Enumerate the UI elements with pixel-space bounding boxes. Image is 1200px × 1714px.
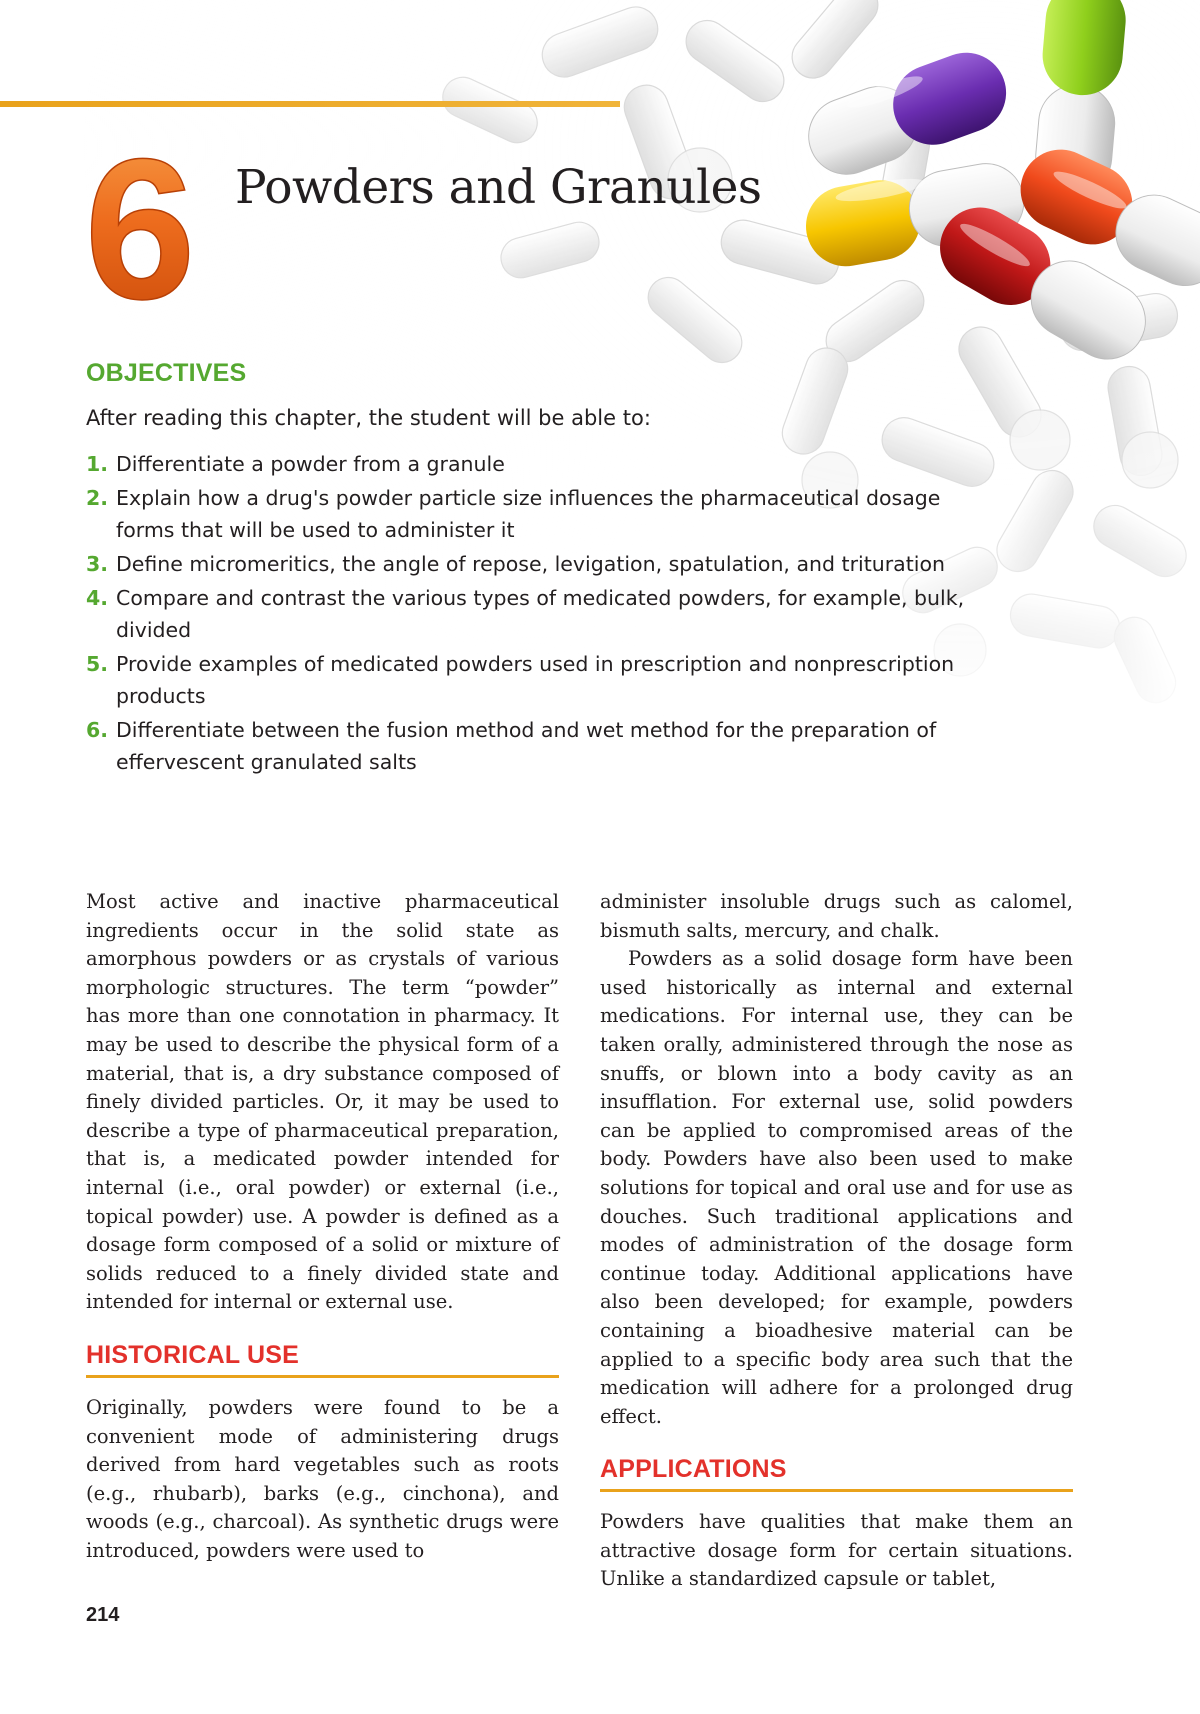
objective-number: 3.: [86, 552, 109, 576]
left-column: [86, 888, 559, 1565]
objective-number: 5.: [86, 652, 109, 676]
applications-paragraph: Powders have qualities that make them an attractive dosage form for certain situations. Unlike a standardized capsule or tablet,: [600, 1510, 1073, 1591]
objective-number: 4.: [86, 586, 109, 610]
objective-text: Differentiate a powder from a granule: [116, 452, 505, 476]
right-column: [600, 888, 1073, 1594]
chapter-number-graphic: [78, 148, 208, 308]
objective-text: Explain how a drug's powder particle size influences the pharmaceutical dosage forms that will be used to administer it: [116, 486, 941, 542]
objective-text: Compare and contrast the various types of medicated powders, for example, bulk, divided: [116, 586, 965, 642]
page-number: 214: [86, 1604, 120, 1626]
objective-number: 2.: [86, 486, 109, 510]
applications-heading: APPLICATIONS: [600, 1455, 1073, 1492]
chapter-title: Powders and Granules: [235, 160, 762, 215]
objective-item: [86, 482, 986, 546]
historical-use-heading: HISTORICAL USE: [86, 1341, 559, 1378]
objective-text: Differentiate between the fusion method and wet method for the preparation of effervescent granulated salts: [116, 718, 937, 774]
objectives-heading: OBJECTIVES: [86, 359, 247, 387]
objective-item: [86, 448, 986, 480]
objective-text: Define micromeritics, the angle of repose, levigation, spatulation, and trituration: [116, 552, 945, 576]
chapter-number: 6: [84, 148, 196, 308]
objective-number: 1.: [86, 452, 109, 476]
objective-item: [86, 548, 986, 580]
objectives-intro: After reading this chapter, the student will be able to:: [86, 406, 651, 430]
header-rule: [0, 101, 620, 107]
objective-item: [86, 648, 986, 712]
objectives-list: [86, 448, 986, 780]
objective-text: Provide examples of medicated powders used in prescription and nonprescription products: [116, 652, 955, 708]
historical-paragraph-continued: administer insoluble drugs such as calomel, bismuth salts, mercury, and chalk.: [600, 890, 1073, 942]
objective-item: [86, 582, 986, 646]
objective-number: 6.: [86, 718, 109, 742]
historical-paragraph: Originally, powders were found to be a convenient mode of administering drugs derived from hard vegetables such as roots (e.g., rhubarb), barks (e.g., cinchona), and woods (e.g., charcoal). As synthetic drugs were introduced, powders were used to: [86, 1395, 559, 1562]
objective-item: [86, 714, 986, 778]
historical-paragraph-2: Powders as a solid dosage form have been used historically as internal and external medications. For internal use, they can be taken orally, administered through the nose as snuffs, or blown into a body cavity as an insufflation. For external use, solid powders can be applied to compromised areas of the body. Powders have also been used to make solutions for topical and oral use and for use as douches. Such traditional applications and modes of administration of the dosage form continue today. Additional applications have also been developed; for example, powders containing a bioadhesive material can be applied to a specific body area such that the medication will adhere for a prolonged drug effect.: [600, 947, 1073, 1428]
intro-paragraph: Most active and inactive pharmaceutical ingredients occur in the solid state as amorphous powders or as crystals of various morphologic structures. The term “powder” has more than one connotation in pharmacy. It may be used to describe the physical form of a material, that is, a dry substance composed of finely divided particles. Or, it may be used to describe a type of pharmaceutical preparation, that is, a medicated powder intended for internal (i.e., oral powder) or external (i.e., topical powder) use. A powder is defined as a dosage form composed of a solid or mixture of solids reduced to a finely divided state and intended for internal or external use.: [86, 890, 559, 1314]
